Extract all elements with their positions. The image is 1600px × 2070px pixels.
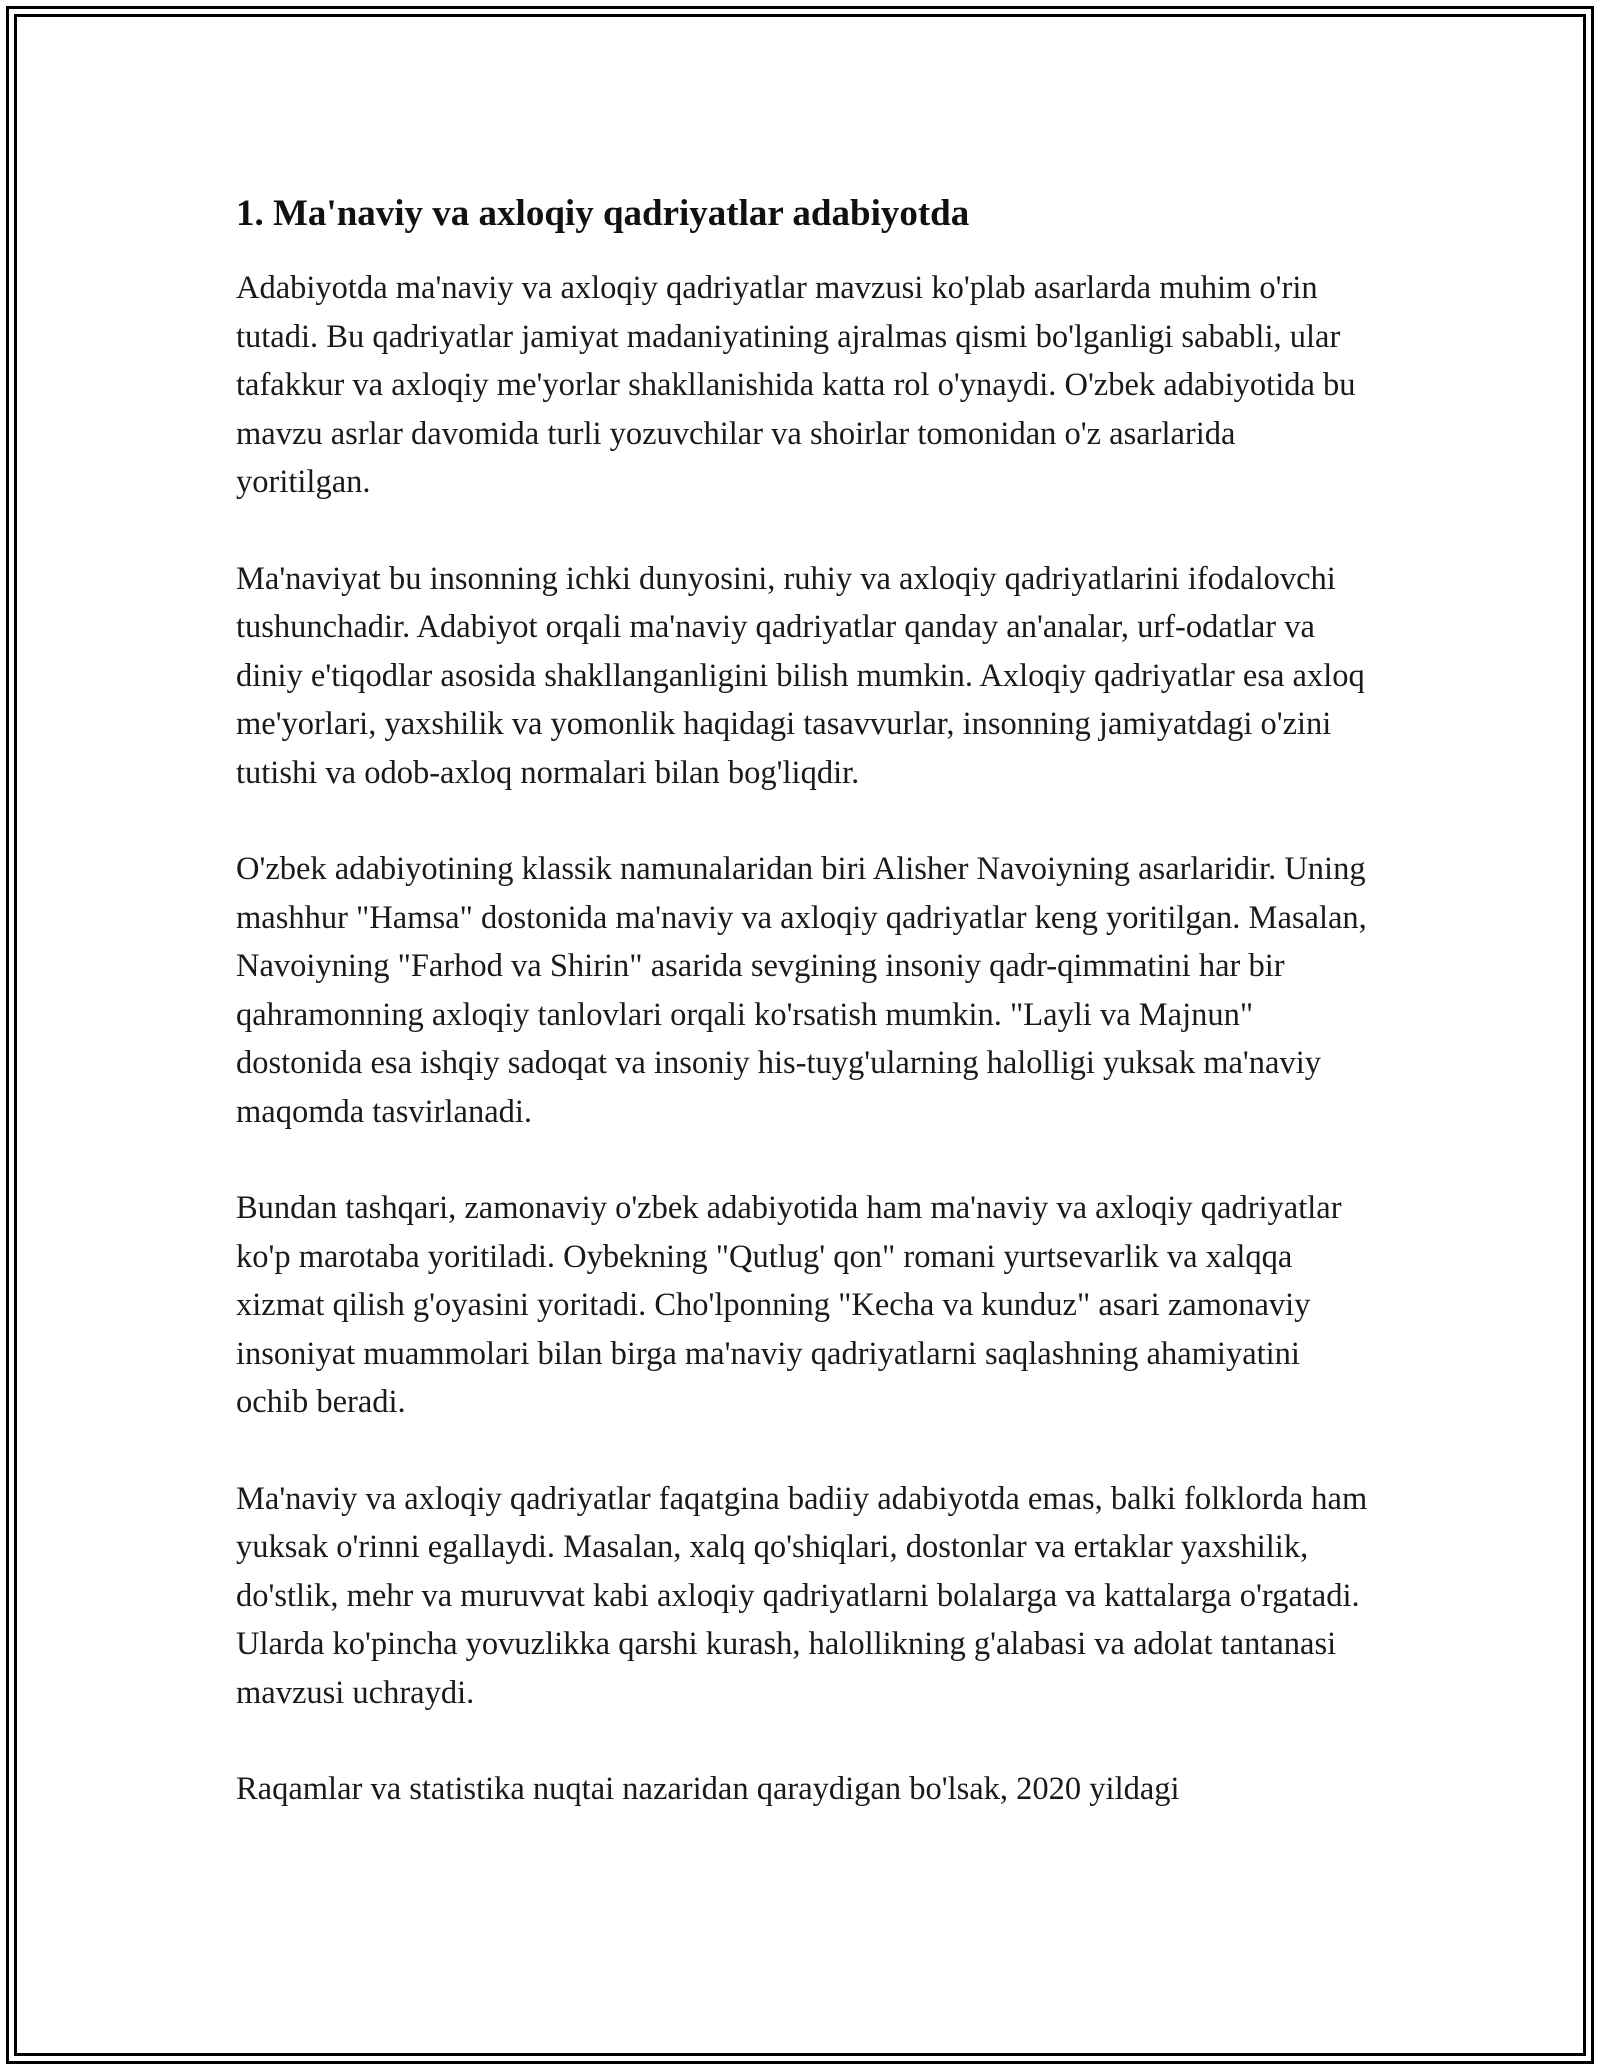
paragraph-statistics: Raqamlar va statistika nuqtai nazaridan qaraydigan bo'lsak, 2020 yildagi bbox=[236, 1771, 1180, 1807]
document-body bbox=[236, 188, 1376, 1862]
paragraph-navoiy: O'zbek adabiyotining klassik namunalaridan biri Alisher Navoiyning asarlaridir. Uning mashhur "Hamsa" dostonida ma'naviy va axloqiy qadriyatlar keng yoritilgan. Masalan, Navoiyning "Farhod va Shirin" asarida sevgining insoniy qadr-qimmatini har bir qahramonning axloqiy tanlovlari orqali ko'rsatish mumkin. "Layli va Majnun" dostonida esa ishqiy sadoqat va insoniy his-tuyg'ularning halolligi yuksak ma'naviy maqomda tasvirlanadi. bbox=[236, 851, 1367, 1130]
paragraph-intro: Adabiyotda ma'naviy va axloqiy qadriyatlar mavzusi ko'plab asarlarda muhim o'rin tutadi. Bu qadriyatlar jamiyat madaniyatining ajralmas qismi bo'lganligi sababli, ular tafakkur va axloqiy me'yorlar shakllanishida katta rol o'ynaydi. O'zbek adabiyotida bu mavzu asrlar davomida turli yozuvchilar va shoirlar tomonidan o'z asarlarida yoritilgan. bbox=[236, 270, 1356, 500]
paragraph-folklore: Ma'naviy va axloqiy qadriyatlar faqatgina badiiy adabiyotda emas, balki folklorda ham yuksak o'rinni egallaydi. Masalan, xalq qo'shiqlari, dostonlar va ertaklar yaxshilik, do'stlik, mehr va muruvvat kabi axloqiy qadriyatlarni bolalarga va kattalarga o'rgatadi. Ularda ko'pincha yovuzlikka qarshi kurash, halollikning g'alabasi va adolat tantanasi mavzusi uchraydi. bbox=[236, 1480, 1368, 1711]
section-heading: 1. Ma'naviy va axloqiy qadriyatlar adabiyotda bbox=[236, 193, 970, 234]
paragraph-modern-literature: Bundan tashqari, zamonaviy o'zbek adabiyotida ham ma'naviy va axloqiy qadriyatlar ko'p marotaba yoritiladi. Oybekning "Qutlug' qon" romani yurtsevarlik va xalqqa xizmat qilish g'oyasini yoritadi. Cho'lponning "Kecha va kunduz" asari zamonaviy insoniyat muammolari bilan birga ma'naviy qadriyatlarni saqlashning ahamiyatini ochib beradi. bbox=[236, 1190, 1342, 1420]
paragraph-spirituality: Ma'naviyat bu insonning ichki dunyosini, ruhiy va axloqiy qadriyatlarini ifodalovchi tushunchadir. Adabiyot orqali ma'naviy qadriyatlar qanday an'analar, urf-odatlar va diniy e'tiqodlar asosida shakllanganligini bilish mumkin. Axloqiy qadriyatlar esa axloq me'yorlari, yaxshilik va yomonlik haqidagi tasavvurlar, insonning jamiyatdagi o'zini tutishi va odob-axloq normalari bilan bog'liqdir. bbox=[236, 560, 1365, 791]
